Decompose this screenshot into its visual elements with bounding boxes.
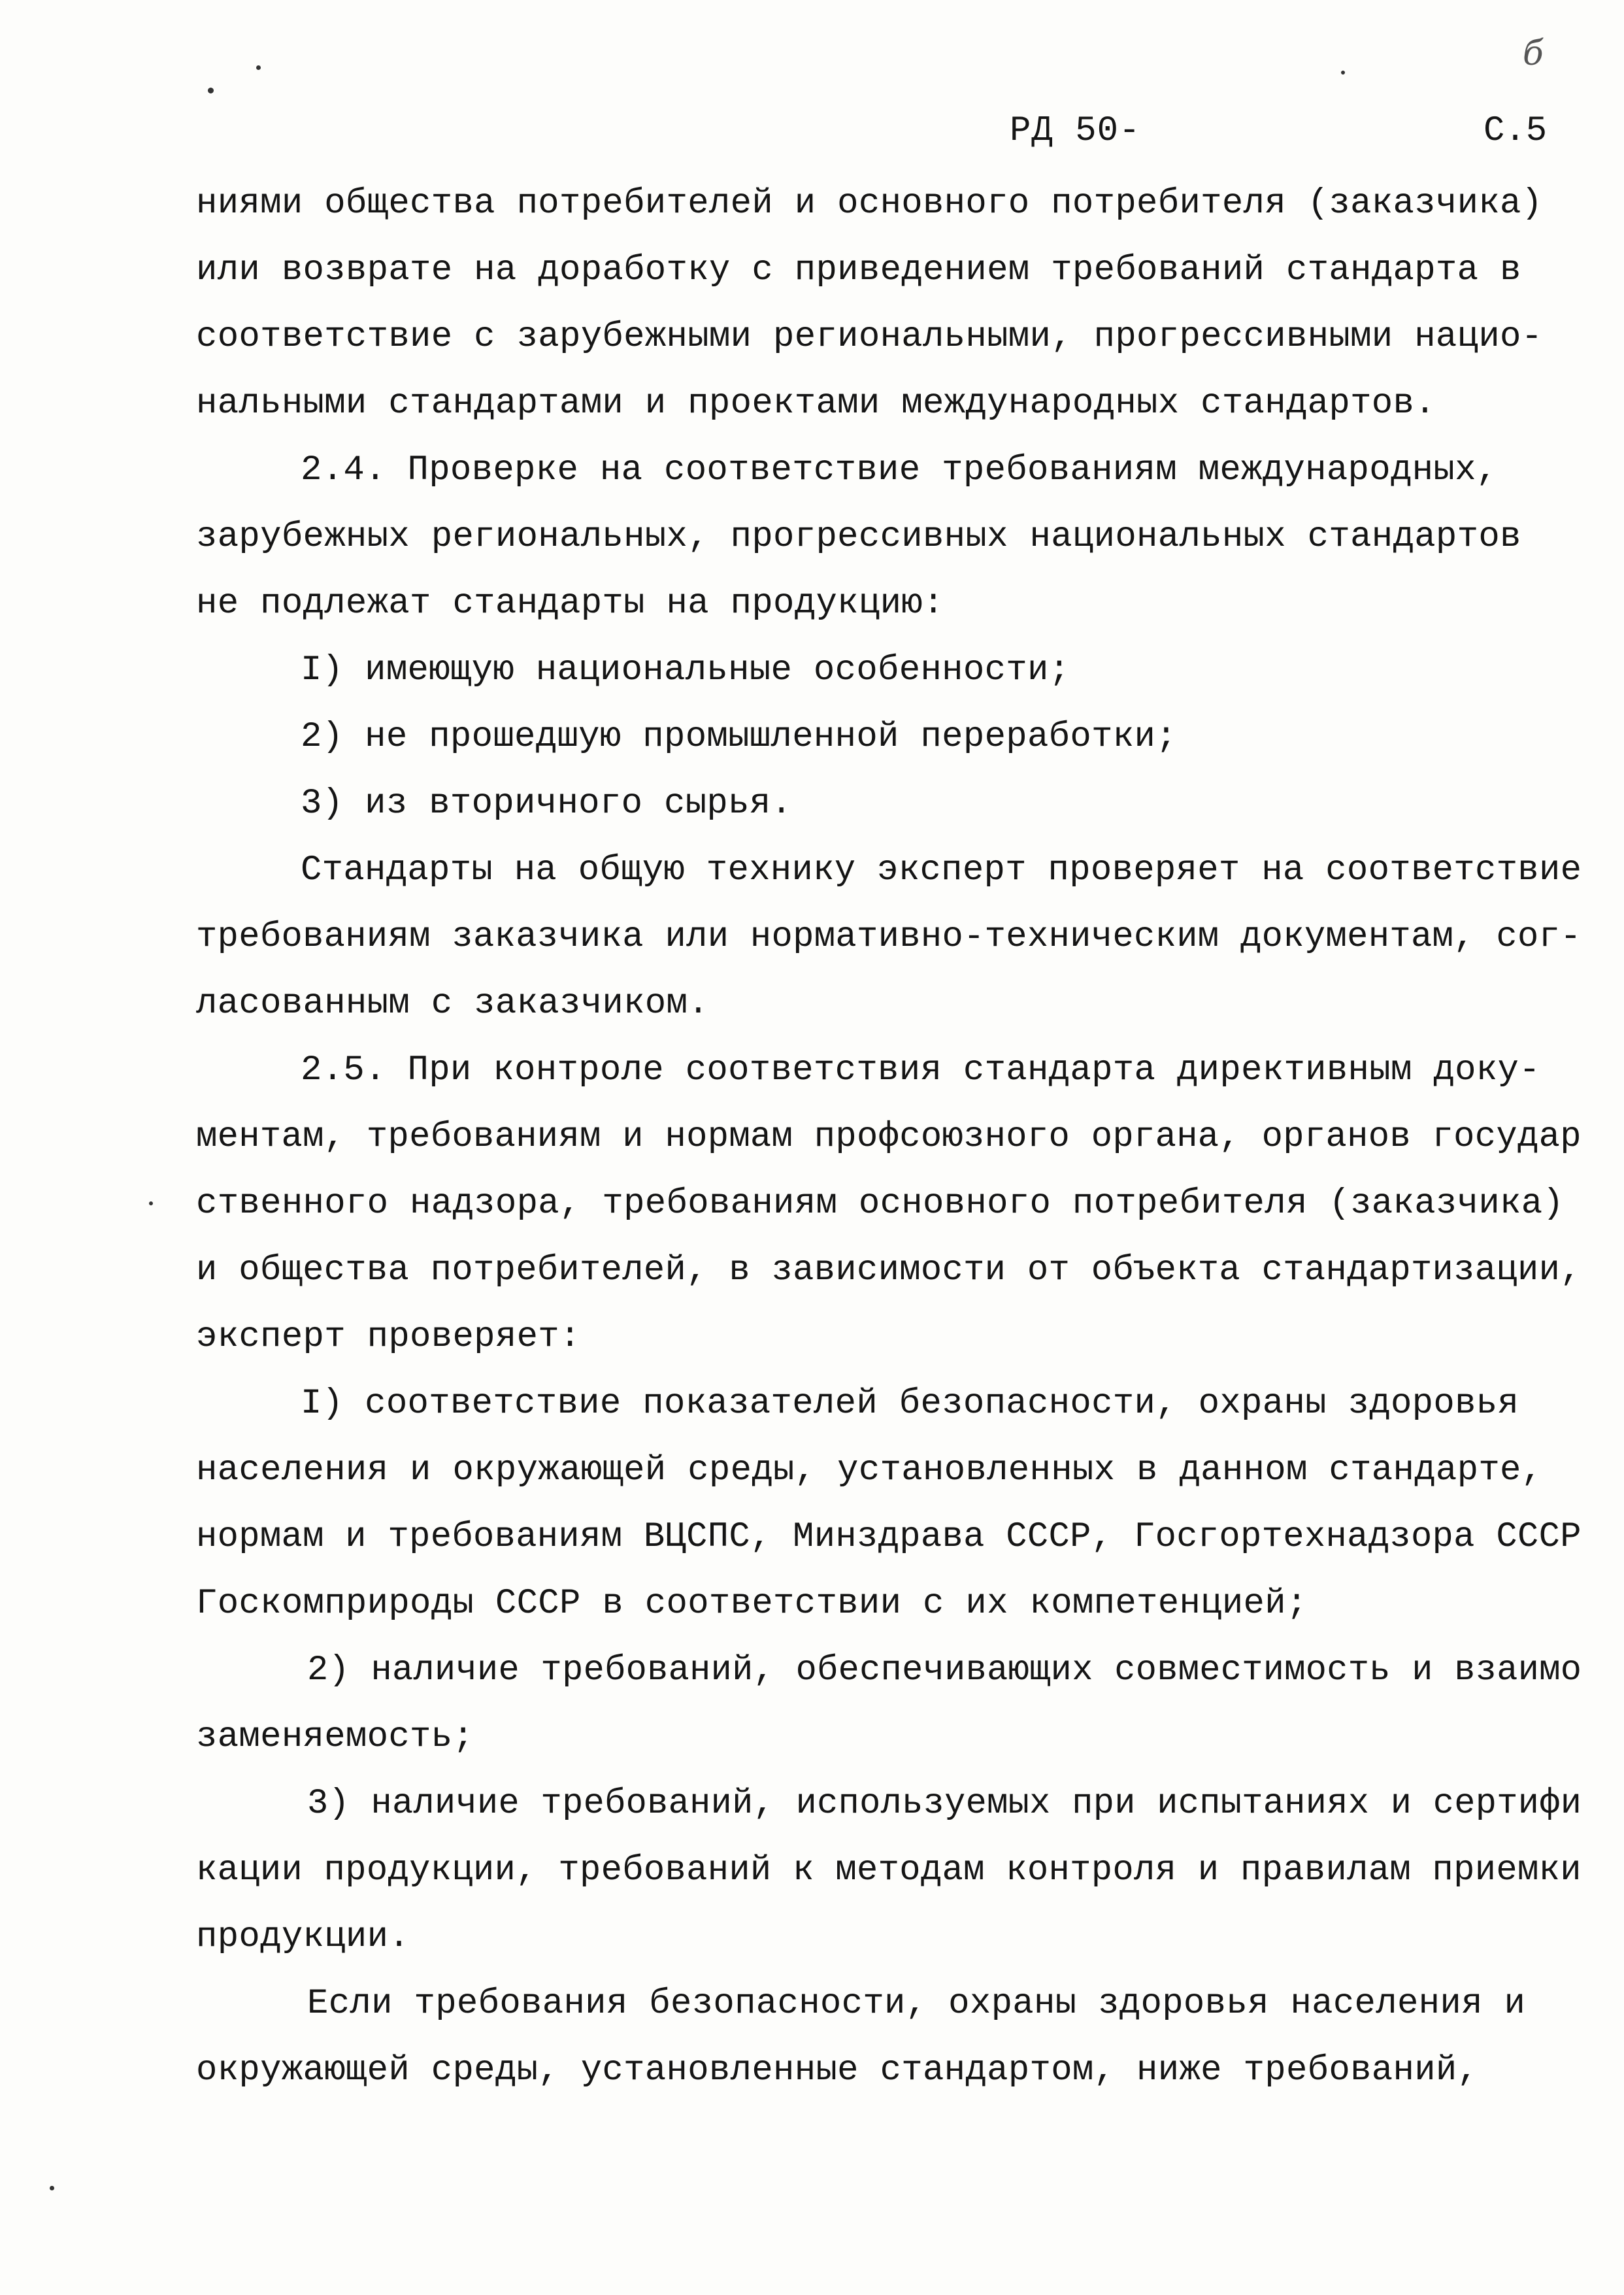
text-line: 2.5. При контроле соответствия стандарта директивным доку- — [301, 1050, 1540, 1090]
text-line: или возврате на доработку с приведением требований стандарта в — [196, 250, 1521, 290]
text-line: зарубежных региональных, прогрессивных национальных стандартов — [196, 517, 1521, 557]
list-item: 3) из вторичного сырья. — [301, 784, 793, 824]
text-line: эксперт проверяет: — [196, 1317, 581, 1357]
text-line: заменяемость; — [196, 1717, 474, 1757]
text-line: ментам, требованиям и нормам профсоюзного органа, органов государ — [196, 1117, 1582, 1157]
text-line: требованиям заказчика или нормативно-техническим документам, сог- — [196, 917, 1582, 957]
text-line: ласованным с заказчиком. — [196, 984, 709, 1024]
scan-speck — [256, 65, 261, 70]
scan-speck — [1341, 71, 1345, 75]
text-line: ственного надзора, требованиям основного потребителя (заказчика) — [196, 1184, 1565, 1224]
list-item: I) имеющую национальные особенности; — [301, 650, 1070, 690]
text-line: ниями общества потребителей и основного потребителя (заказчика) — [196, 184, 1543, 224]
list-item: 3) наличие требований, используемых при испытаниях и сертифи — [307, 1784, 1582, 1824]
list-item: 2) не прошедшую промышленной переработки; — [301, 717, 1177, 757]
text-line: кации продукции, требований к методам контроля и правилам приемки — [196, 1851, 1582, 1890]
text-line: окружающей среды, установленные стандартом, ниже требований, — [196, 2051, 1479, 2090]
text-line: нормам и требованиям ВЦСПС, Минздрава СССР, Госгортехнадзора СССР — [196, 1517, 1582, 1557]
text-line: соответствие с зарубежными региональными, прогрессивными нацио- — [196, 317, 1543, 357]
scan-speck — [208, 88, 214, 93]
text-line: не подлежат стандарты на продукцию: — [196, 584, 944, 624]
list-item: 2) наличие требований, обеспечивающих совместимость и взаимо — [307, 1650, 1582, 1690]
text-line: Если требования безопасности, охраны здоровья населения и — [307, 1984, 1526, 2024]
text-line: Стандарты на общую технику эксперт проверяет на соответствие — [301, 850, 1582, 890]
text-line: продукции. — [196, 1917, 410, 1957]
scan-speck — [50, 2186, 54, 2190]
list-item: I) соответствие показателей безопасности, охраны здоровья — [301, 1384, 1519, 1424]
text-line: 2.4. Проверке на соответствие требованиям международных, — [301, 450, 1498, 490]
text-line: и общества потребителей, в зависимости от объекта стандартизации, — [196, 1250, 1582, 1290]
document-code: РД 50- — [1010, 111, 1141, 151]
scan-speck — [149, 1201, 153, 1205]
text-line: населения и окружающей среды, установленных в данном стандарте, — [196, 1450, 1543, 1490]
page-number: С.5 — [1483, 111, 1548, 151]
handwritten-page-mark: б — [1523, 34, 1544, 73]
text-line: Госкомприроды СССР в соответствии с их компетенцией; — [196, 1584, 1308, 1624]
text-line: нальными стандартами и проектами международных стандартов. — [196, 384, 1436, 424]
